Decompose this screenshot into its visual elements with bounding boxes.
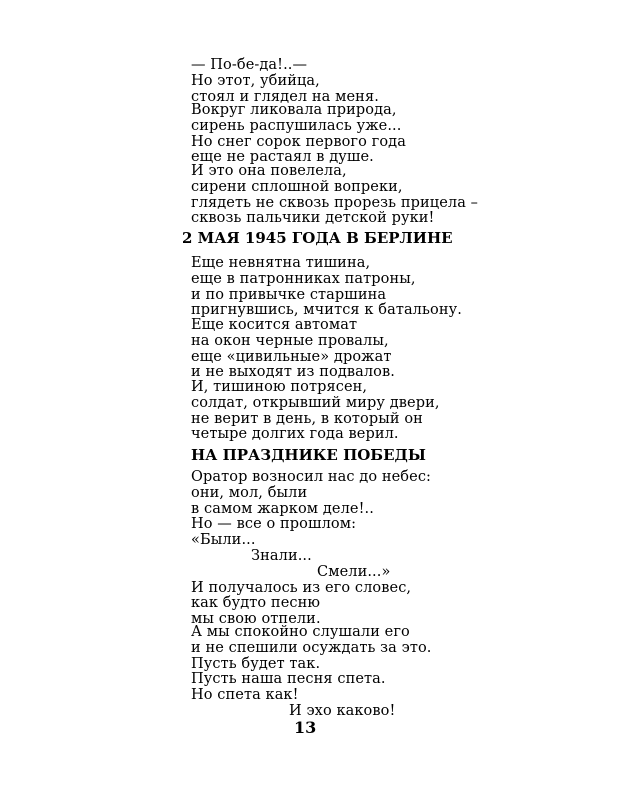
- poem-line: И эхо каково!: [289, 702, 396, 719]
- poem-line: сирени сплошной вопреки,: [191, 178, 403, 195]
- stanza: [191, 164, 478, 227]
- poem-line: и по привычке старшина: [191, 286, 387, 303]
- poem-line: Знали...: [251, 547, 312, 564]
- stanza: [191, 256, 462, 319]
- stanza: [191, 318, 395, 381]
- poem-line: Но спета как!: [191, 687, 299, 704]
- stanza: [191, 58, 379, 105]
- poem-line: «Были...: [191, 532, 256, 549]
- poem-line: А мы спокойно слушали его: [191, 624, 410, 640]
- poem-line: Вокруг ликовала природа,: [191, 102, 397, 118]
- poem-line: И, тишиною потрясен,: [191, 379, 368, 395]
- poem-line: они, мол, были: [191, 484, 308, 501]
- poem-line: и не выходят из подвалов.: [191, 364, 395, 381]
- poem-line: на окон черные провалы,: [191, 332, 389, 349]
- poem-line: стоял и глядел на меня.: [191, 88, 379, 105]
- poem-line: как будто песню: [191, 595, 321, 612]
- page-number: 13: [294, 718, 317, 737]
- poem-title: НА ПРАЗДНИКЕ ПОБЕДЫ: [191, 446, 426, 464]
- stanza: [191, 103, 406, 166]
- poem-line: И получалось из его словес,: [191, 579, 412, 596]
- poem-line: И это она повелела,: [191, 163, 347, 179]
- poem-line: Но этот, убийца,: [191, 72, 320, 89]
- poem-line: Смели...»: [317, 563, 391, 580]
- poem-line: и не спешили осуждать за это.: [191, 639, 432, 656]
- poem-line: Но — все о прошлом:: [191, 516, 357, 533]
- poem-line: сирень распушилась уже...: [191, 117, 402, 134]
- poem-line: пригнувшись, мчится к батальону.: [191, 302, 462, 319]
- poem-line: еще «цивильные» дрожат: [191, 348, 392, 365]
- poem-line: не верит в день, в который он: [191, 410, 423, 427]
- poem-line: еще в патронниках патроны,: [191, 270, 416, 287]
- poem-title: 2 МАЯ 1945 ГОДА В БЕРЛИНЕ: [182, 229, 453, 247]
- poem-line: четыре долгих года верил.: [191, 426, 399, 443]
- poem-line: мы свою отпели.: [191, 611, 321, 628]
- poem-line: сквозь пальчики детской руки!: [191, 210, 435, 227]
- poem-line: Оратор возносил нас до небес:: [191, 469, 432, 485]
- poem-line: еще не растаял в душе.: [191, 149, 374, 166]
- poem-line: — По-бе-да!..—: [191, 57, 308, 73]
- stanza: [191, 380, 440, 443]
- poem-line: Еще невнятна тишина,: [191, 255, 371, 271]
- stanza: [191, 625, 432, 720]
- poem-line: солдат, открывший миру двери,: [191, 394, 440, 411]
- poem-line: Но снег сорок первого года: [191, 133, 406, 150]
- poem-line: Еще косится автомат: [191, 317, 358, 333]
- stanza: [191, 470, 431, 628]
- poem-line: глядеть не сквозь прорезь прицела –: [191, 194, 479, 211]
- poem-line: Пусть будет так.: [191, 655, 321, 672]
- poem-line: в самом жарком деле!..: [191, 500, 374, 517]
- poem-line: Пусть наша песня спета.: [191, 671, 386, 688]
